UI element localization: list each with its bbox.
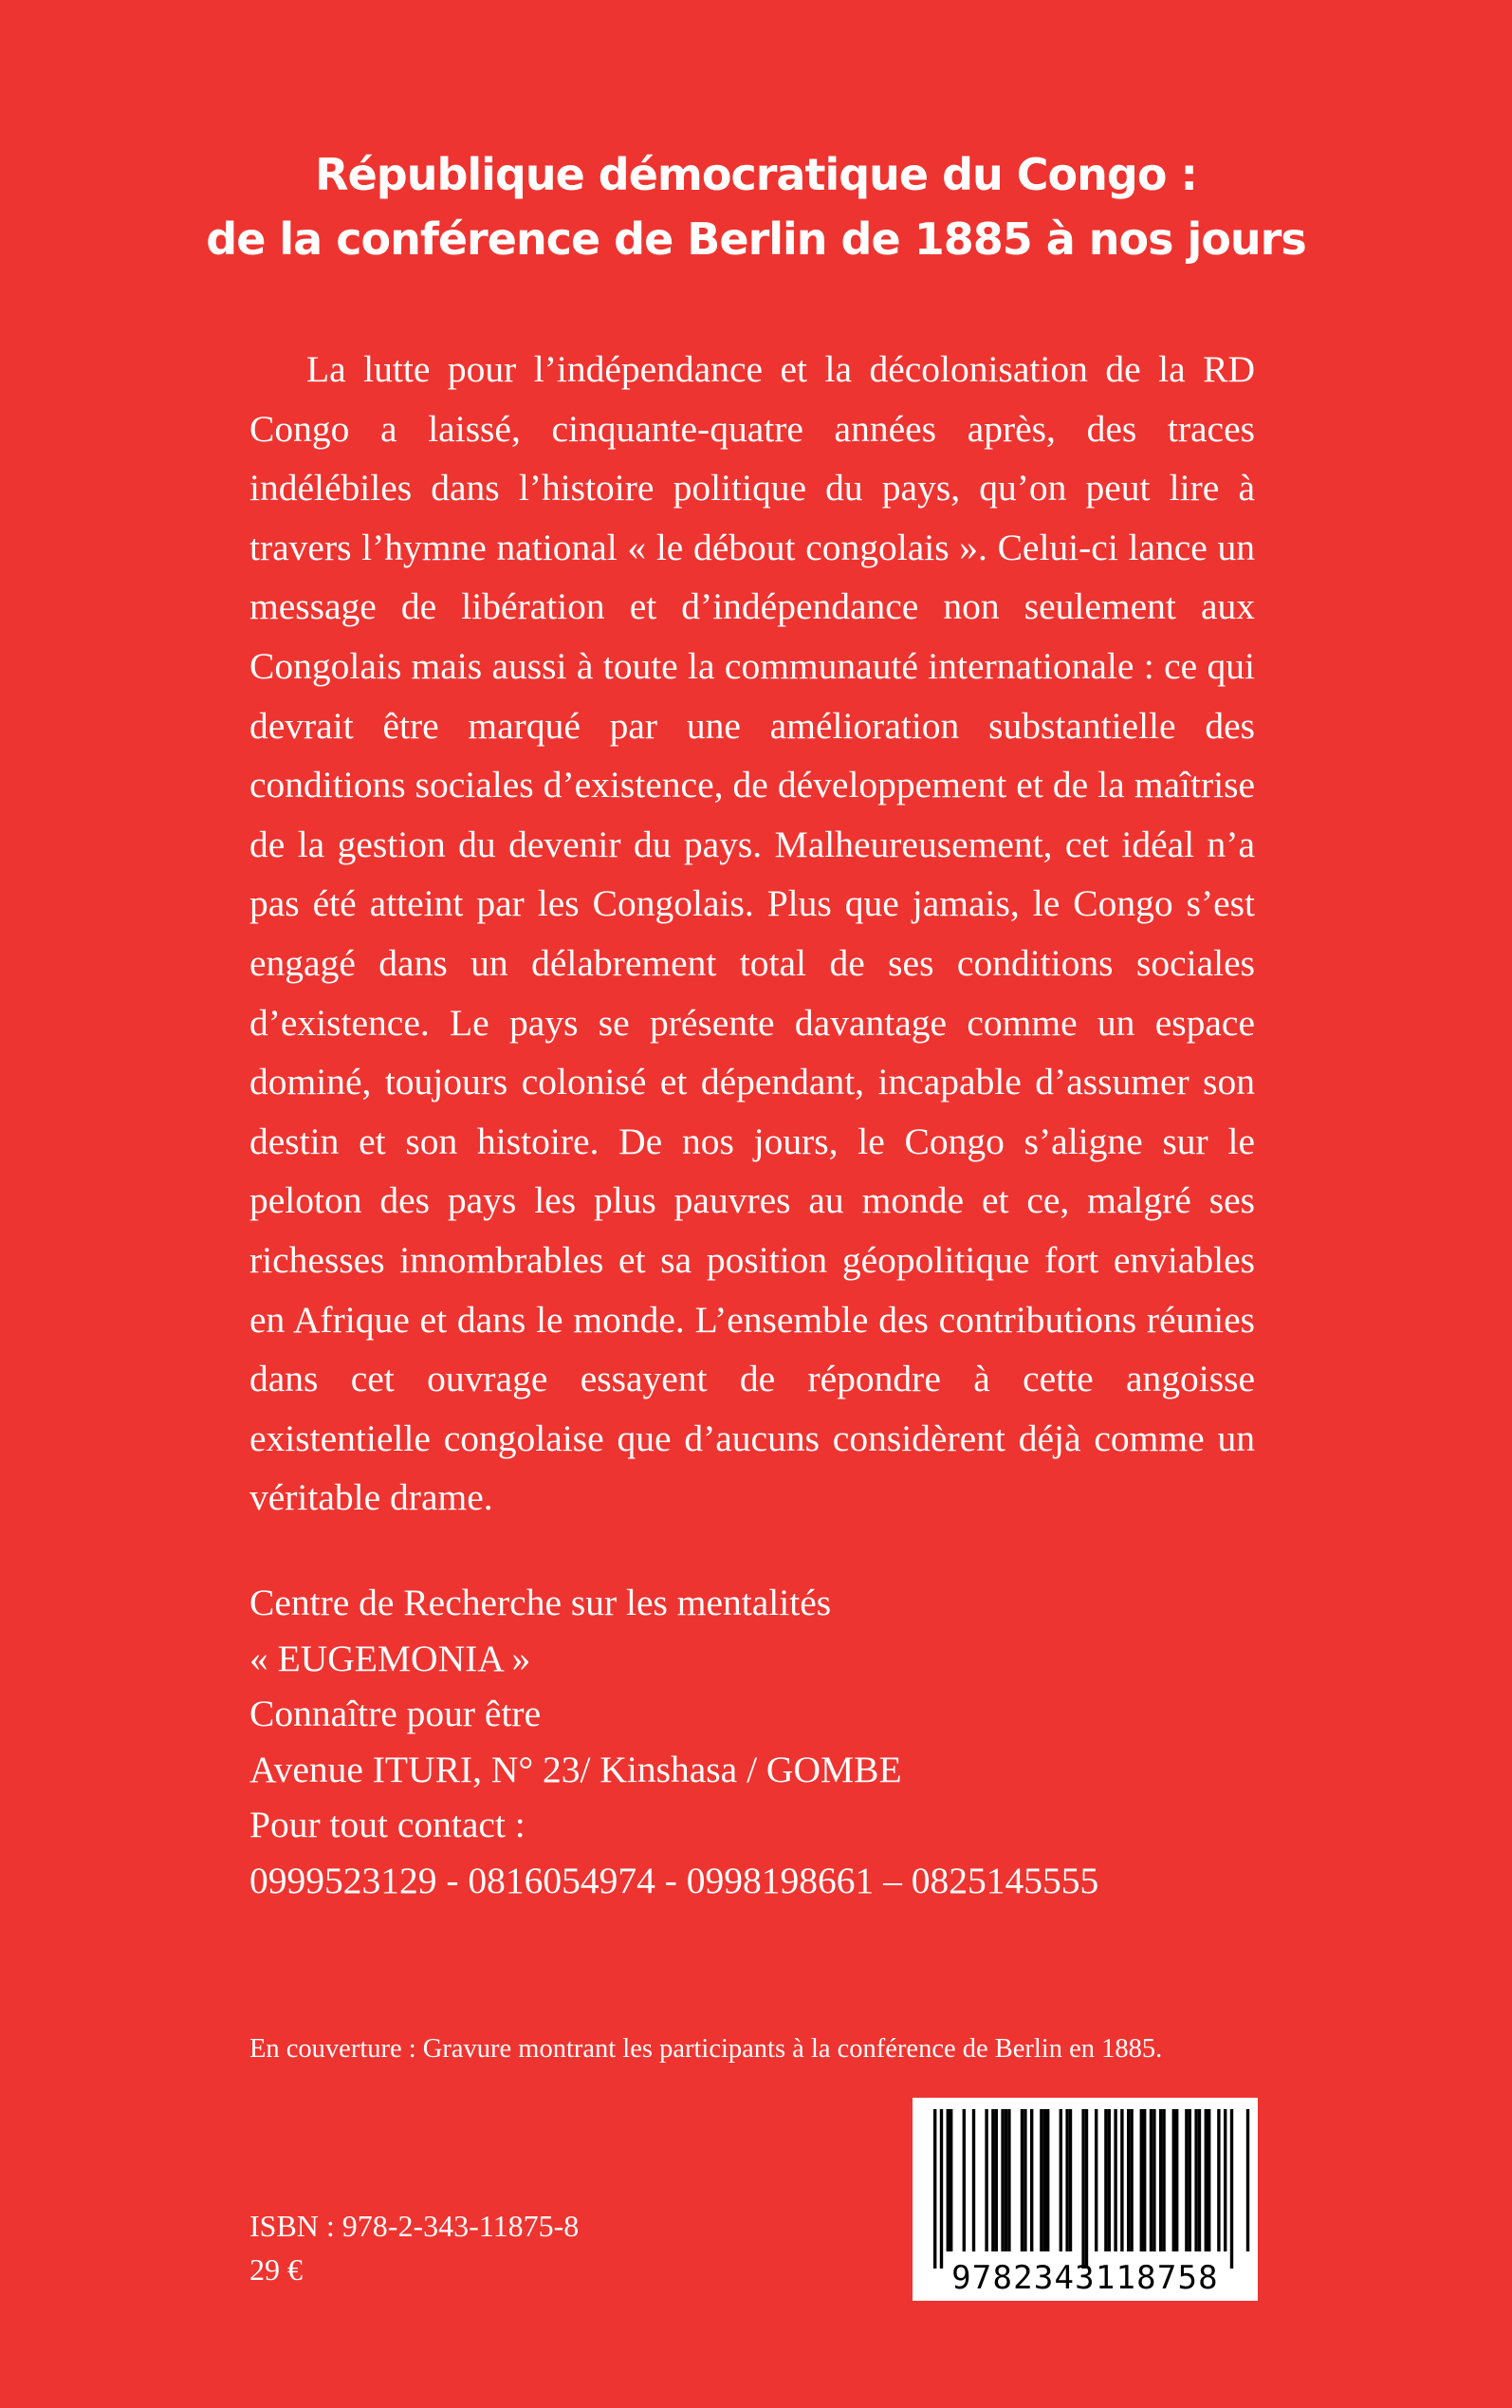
barcode-bar <box>1172 2109 1175 2251</box>
barcode-digits: 9782343118758 <box>951 2259 1219 2297</box>
barcode-bar <box>1104 2109 1107 2251</box>
barcode-bar <box>1189 2109 1191 2251</box>
barcode-bar <box>1140 2109 1143 2251</box>
barcode-bar <box>1005 2109 1007 2251</box>
barcode-bar <box>1127 2109 1130 2251</box>
barcode-bar <box>1230 2109 1233 2269</box>
publisher-address <box>249 1575 1293 1908</box>
barcode-bar <box>1120 2109 1123 2251</box>
barcode-bar <box>991 2109 994 2251</box>
barcode-bar <box>1217 2109 1220 2251</box>
barcode-bar <box>1046 2109 1049 2251</box>
barcode-bar <box>1040 2109 1042 2251</box>
barcode-bar <box>1175 2109 1178 2251</box>
cover-credit: En couverture : Gravure montrant les participants à la conférence de Berlin en 1885. <box>249 2034 1163 2064</box>
address-line-3: Connaître pour être <box>249 1693 542 1734</box>
barcode-bar <box>1081 2109 1084 2269</box>
barcode-bar <box>1224 2109 1226 2251</box>
barcode-bar <box>1114 2109 1116 2251</box>
barcode-bar <box>1069 2109 1072 2251</box>
barcode-bar <box>947 2109 950 2251</box>
address-line-1: Centre de Recherche sur les mentalités <box>249 1582 832 1623</box>
title-line-1: République démocratique du Congo : <box>315 149 1197 200</box>
barcode-bar <box>1159 2109 1162 2251</box>
price-text: 29 € <box>249 2252 303 2287</box>
barcode-bar <box>1194 2109 1197 2251</box>
book-title <box>0 142 1512 271</box>
barcode-bar <box>995 2109 998 2251</box>
barcode-bar <box>1065 2109 1068 2251</box>
barcode-bar <box>933 2109 936 2269</box>
barcode-bar <box>1205 2109 1208 2251</box>
barcode-bar <box>1030 2109 1033 2251</box>
barcode-bar <box>940 2109 943 2269</box>
barcode-bar <box>1007 2109 1010 2251</box>
barcode-bar <box>985 2109 987 2251</box>
barcode-bar <box>1185 2109 1188 2251</box>
barcode-bar <box>1246 2109 1249 2251</box>
barcode-bar <box>1023 2109 1026 2251</box>
address-line-6: 0999523129 - 0816054974 - 0998198661 – 0825145555 <box>249 1859 1099 1901</box>
title-line-2: de la conférence de Berlin de 1885 à nos jours <box>206 213 1306 265</box>
address-line-4: Avenue ITURI, N° 23/ Kinshasa / GOMBE <box>249 1748 902 1790</box>
barcode-bar <box>950 2109 952 2251</box>
barcode <box>913 2098 1258 2301</box>
barcode-bar <box>1021 2109 1023 2251</box>
address-line-5: Pour tout contact : <box>249 1804 526 1845</box>
barcode-bar <box>1152 2109 1155 2251</box>
barcode-bar <box>1085 2109 1088 2269</box>
isbn-price-block <box>249 2204 579 2291</box>
address-line-2: « EUGEMONIA » <box>249 1637 531 1679</box>
barcode-bar <box>1001 2109 1004 2251</box>
summary-paragraph: La lutte pour l’indépendance et la décolonisation de la RD Congo a laissé, cinquante-quatre années après, des traces indélébiles dans l’histoire politique du pays, qu’on peut lire à travers l’hymne national « le débout congolais ». Celui-ci lance un message de libération et d’indépendance non seulement aux Congolais mais aussi à toute la communauté internationale : ce qui devrait être marqué par une amélioration substantielle des conditions sociales d’existence, de développement et de la maîtrise de la gestion du devenir du pays. Malheureusement, cet idéal n’a pas été atteint par les Congolais. Plus que jamais, le Congo s’est engagé dans un délabrement total de ses conditions sociales d’existence. Le pays se présente davantage comme un espace dominé, toujours colonisé et dépendant, incapable d’assumer son destin et son histoire. De nos jours, le Congo s’aligne sur le peloton des pays les plus pauvres au monde et ce, malgré ses richesses innombrables et sa position géopolitique fort enviables en Afrique et dans le monde. L’ensemble des contributions réunies dans cet ouvrage essayent de répondre à cette angoisse existentielle congolaise que d’aucuns considèrent déjà comme un véritable drame. <box>249 348 1255 1519</box>
barcode-bar <box>1043 2109 1046 2251</box>
barcode-bar <box>1150 2109 1152 2251</box>
barcode-bar <box>1108 2109 1111 2251</box>
barcode-bar <box>1198 2109 1201 2251</box>
barcode-bar <box>1060 2109 1062 2251</box>
barcode-bar <box>972 2109 975 2251</box>
barcode-bar <box>963 2109 966 2251</box>
barcode-bar <box>1208 2109 1210 2251</box>
barcode-bar <box>1130 2109 1133 2251</box>
isbn-text: ISBN : 978-2-343-11875-8 <box>249 2209 580 2243</box>
barcode-bar <box>1095 2109 1097 2251</box>
barcode-bar <box>1143 2109 1146 2251</box>
barcode-bar <box>1162 2109 1165 2251</box>
